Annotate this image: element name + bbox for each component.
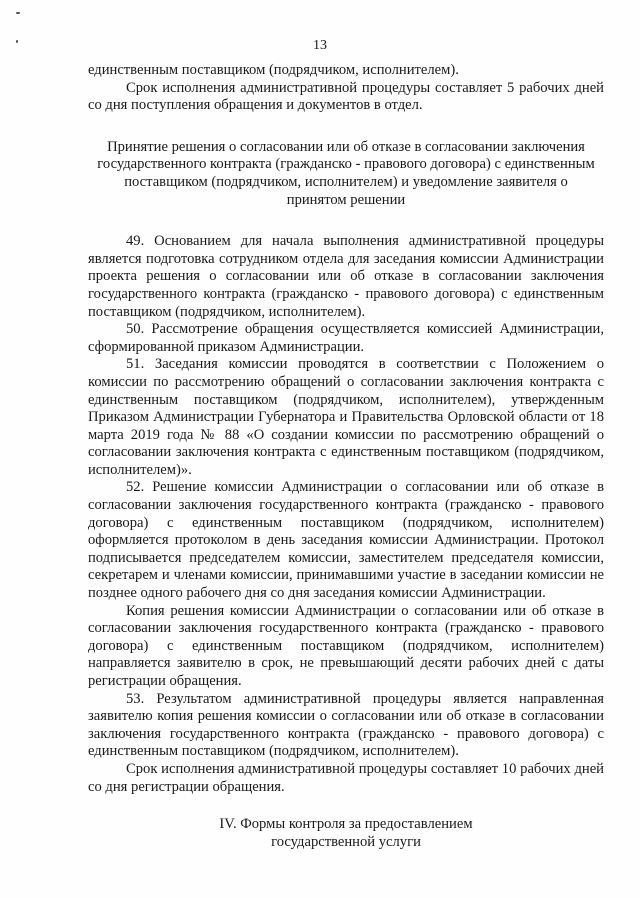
paragraph-50: 50. Рассмотрение обращения осуществляется комиссией Администрации, сформированной приказом Администрации.	[88, 321, 604, 355]
chapter-heading: IV. Формы контроля за предоставлением государственной услуги	[219, 816, 473, 850]
page-number: 13	[313, 38, 327, 53]
document-body	[88, 62, 604, 851]
paragraph-continuation: единственным поставщиком (подрядчиком, исполнителем).	[88, 62, 459, 78]
scan-speck	[16, 12, 20, 14]
paragraph-51: 51. Заседания комиссии проводятся в соответствии с Положением о комиссии по рассмотрению обращений о согласовании заключения контракта с единственным поставщиком (подрядчиком, исполнителем), утвержденным Приказом Администрации Губернатора и Правительства Орловской области от 18 марта 2019 года № 88 «О создании комиссии по рассмотрению обращений о согласовании заключения контракта с единственным поставщиком (подрядчиком, исполнителем)».	[88, 356, 604, 478]
paragraph-53: 53. Результатом административной процедуры является направленная заявителю копия решения комиссии о согласовании или об отказе в согласовании заключения государственного контракта (гражданско - правового договора) с единственным поставщиком (подрядчиком, исполнителем).	[88, 690, 604, 760]
paragraph-term-10-days: Срок исполнения административной процедуры составляет 10 рабочих дней со дня регистрации обращения.	[88, 760, 604, 795]
paragraph-52-copy: Копия решения комиссии Администрации о согласовании или об отказе в согласовании заключения государственного контракта (гражданско - правового договора) с единственным поставщиком (подрядчиком, исполнителем) направляется заявителю в срок, не превышающий десяти рабочих дней с даты регистрации обращения.	[88, 602, 604, 689]
paragraph-49: 49. Основанием для начала выполнения административной процедуры является подготовка сотрудником отдела для заседания комиссии Администрации проекта решения о согласовании или об отказе в согласовании заключения государственного контракта (гражданско - правового договора) с единственным поставщиком (подрядчиком, исполнителем).	[88, 233, 604, 320]
section-heading: Принятие решения о согласовании или об отказе в согласовании заключения государственного контракта (гражданско - правового договора) с единственным поставщиком (подрядчиком, исполнителем) и уведомление заявителя о принятом решении	[97, 138, 595, 208]
paragraph-term-5-days: Срок исполнения административной процедуры составляет 5 рабочих дней со дня поступления обращения и документов в отдел.	[88, 79, 604, 114]
paragraph-52: 52. Решение комиссии Администрации о согласовании или об отказе в согласовании заключения государственного контракта (гражданско - правового договора) с единственным поставщиком (подрядчиком, исполнителем) оформляется протоколом в день заседания комиссии Администрации. Протокол подписывается председателем комиссии, заместителем председателя комиссии, секретарем и членами комиссии, принимавшими участие в заседании комиссии не позднее одного рабочего дня со дня заседания комиссии Администрации.	[88, 479, 604, 602]
